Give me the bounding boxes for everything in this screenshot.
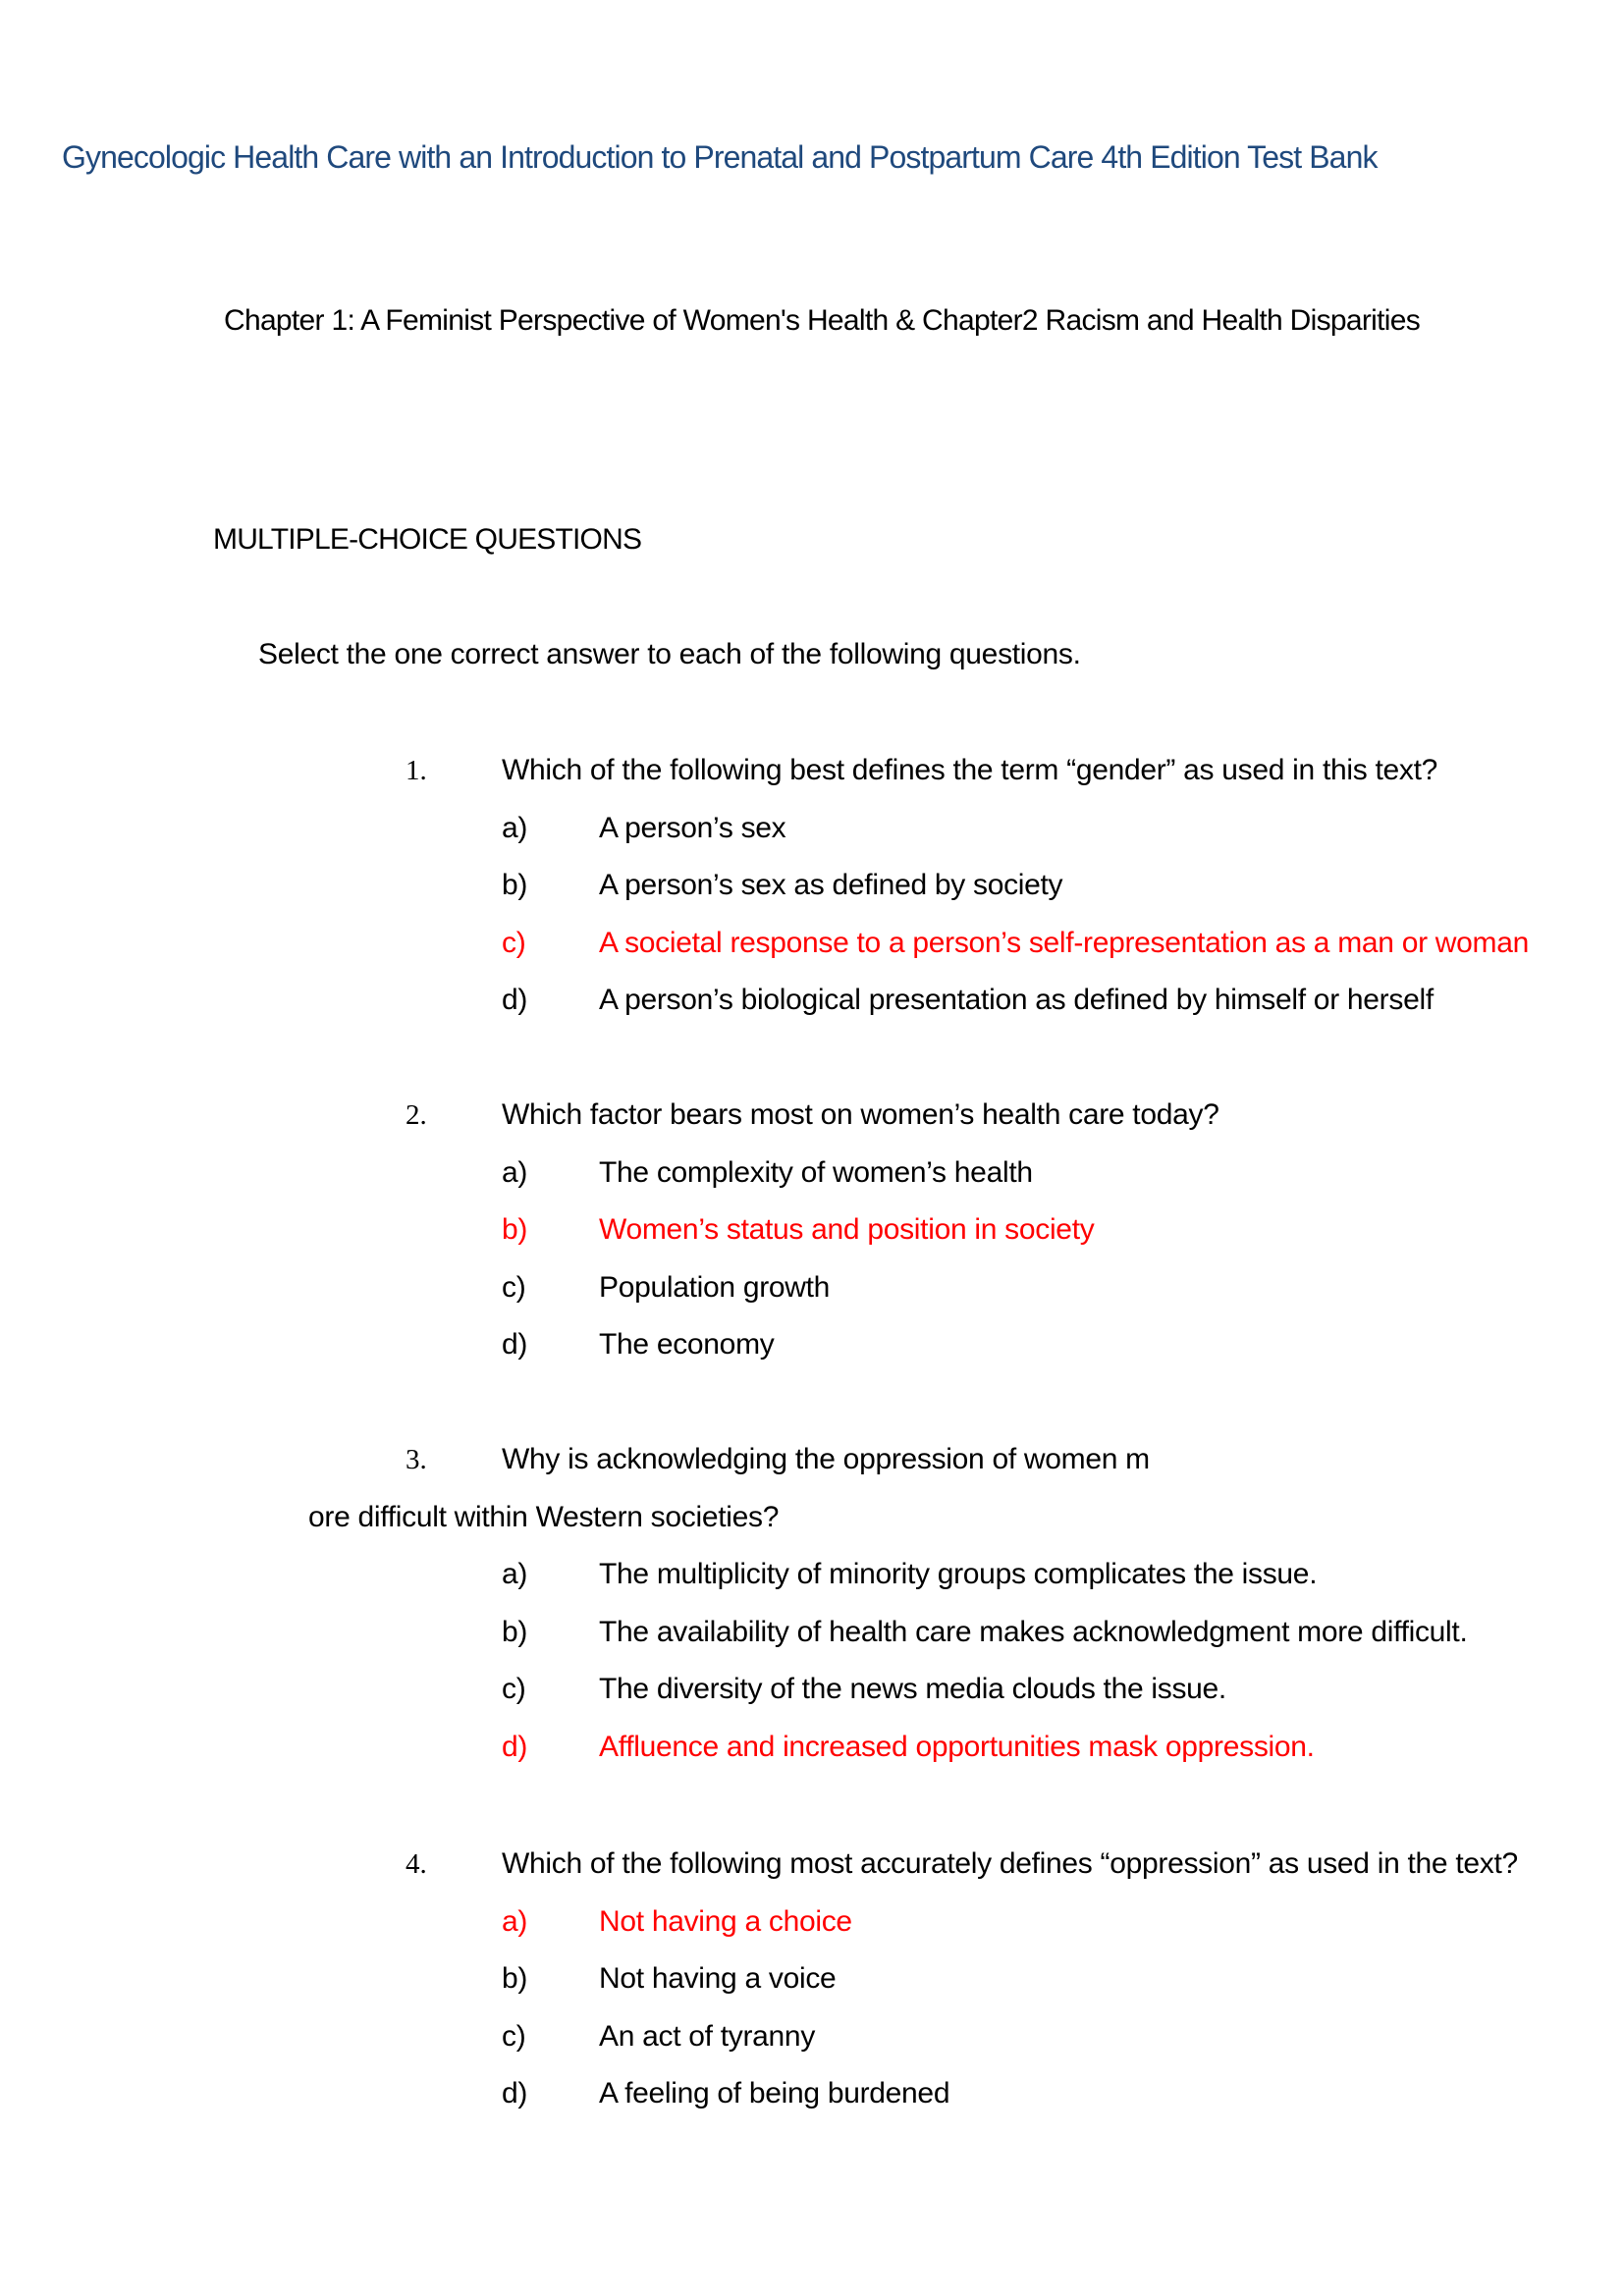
option-letter: d): [502, 984, 528, 1016]
option-text: The multiplicity of minority groups complicates the issue.: [599, 1558, 1318, 1590]
option-letter: b): [502, 869, 528, 901]
option-letter: c): [502, 1270, 526, 1304]
option-letter: d): [502, 1730, 528, 1763]
option-text: Not having a voice: [599, 1962, 837, 1995]
question-text: Which of the following most accurately defines “oppression” as used in the text?: [502, 1847, 1518, 1880]
question-number: 4.: [406, 1848, 427, 1880]
correct-answer-text: A societal response to a person’s self-representation as a man or woman: [599, 926, 1530, 959]
question-text-continued: ore difficult within Western societies?: [308, 1500, 780, 1533]
option-letter: d): [502, 2077, 528, 2109]
section-heading: MULTIPLE-CHOICE QUESTIONS: [213, 523, 642, 556]
option-letter: b): [502, 1213, 528, 1246]
question-number: 2.: [406, 1099, 427, 1131]
option-text: The availability of health care makes acknowledgment more difficult.: [599, 1615, 1468, 1648]
option-letter: c): [502, 1673, 526, 1705]
correct-answer-text: Affluence and increased opportunities mask oppression.: [599, 1730, 1315, 1763]
option-letter: b): [502, 1615, 528, 1648]
option-text: The diversity of the news media clouds the issue.: [599, 1673, 1226, 1705]
option-letter: a): [502, 811, 528, 844]
option-text: The complexity of women’s health: [599, 1155, 1033, 1189]
correct-answer-text: Not having a choice: [599, 1904, 852, 1938]
option-letter: b): [502, 1962, 528, 1995]
option-letter: a): [502, 1155, 528, 1189]
option-text: A person’s sex: [599, 811, 786, 844]
option-letter: d): [502, 1328, 528, 1361]
option-text: A person’s sex as defined by society: [599, 869, 1063, 901]
option-letter: c): [502, 926, 526, 959]
document-title: Gynecologic Health Care with an Introduction to Prenatal and Postpartum Care 4th Edition Test Bank: [62, 139, 1378, 175]
option-letter: c): [502, 2019, 526, 2053]
correct-answer-text: Women’s status and position in society: [599, 1213, 1095, 1246]
question-text: Which factor bears most on women’s health care today?: [502, 1098, 1219, 1131]
option-text: An act of tyranny: [599, 2019, 816, 2053]
question-number: 1.: [406, 755, 427, 786]
chapter-heading: Chapter 1: A Feminist Perspective of Women's Health & Chapter2 Racism and Health Disparities: [224, 304, 1421, 337]
question-text: Why is acknowledging the oppression of women m: [502, 1443, 1150, 1475]
option-text: A person’s biological presentation as defined by himself or herself: [599, 984, 1434, 1016]
instructions: Select the one correct answer to each of the following questions.: [258, 638, 1081, 670]
question-text: Which of the following best defines the term “gender” as used in this text?: [502, 754, 1438, 786]
option-text: Population growth: [599, 1270, 831, 1304]
question-number: 3.: [406, 1444, 427, 1475]
option-text: A feeling of being burdened: [599, 2077, 950, 2109]
option-letter: a): [502, 1904, 528, 1938]
option-text: The economy: [599, 1328, 775, 1361]
option-letter: a): [502, 1558, 528, 1590]
